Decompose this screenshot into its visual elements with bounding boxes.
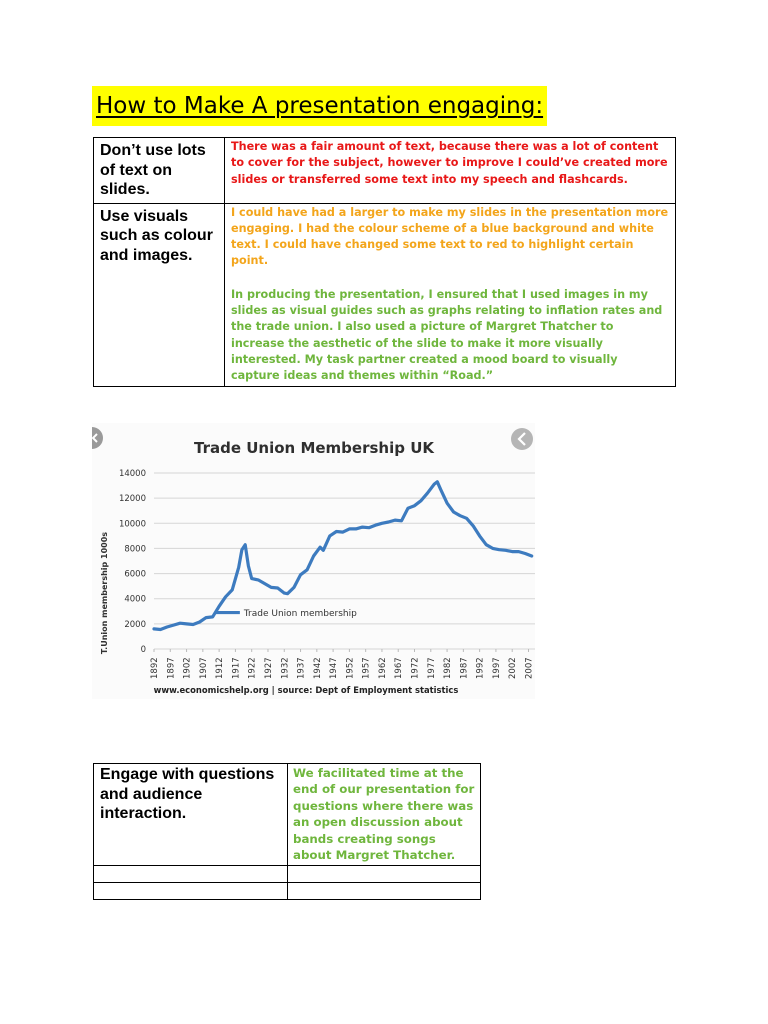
- x-tick-label: 1977: [426, 657, 437, 679]
- x-tick-label: 1967: [394, 657, 405, 679]
- tips-table: [93, 137, 676, 387]
- tip-label: Engage with questions and audience interaction.: [100, 766, 275, 822]
- x-tick-label: 2002: [508, 657, 519, 679]
- x-tick-label: 1907: [198, 657, 209, 679]
- x-tick-label: 1952: [345, 657, 356, 679]
- table-row: [94, 138, 676, 204]
- tip-label-cell: [94, 138, 225, 204]
- chart-image: [92, 423, 535, 699]
- chevron-left-icon[interactable]: [92, 427, 103, 449]
- x-tick-label: 1997: [491, 657, 502, 679]
- y-axis-label: T.Union membership 1000s: [100, 531, 109, 655]
- tip-reflection-cell: [225, 203, 676, 387]
- tip-label-cell: [94, 203, 225, 387]
- tip-reflection-text: There was a fair amount of text, because there was a lot of content to cover for the subject, however to improve I could’ve created more slides or transferred some text into my speech and flashcards.: [231, 140, 668, 186]
- x-tick-label: 1932: [280, 657, 291, 679]
- empty-cell: [94, 883, 288, 900]
- x-tick-label: 1912: [215, 657, 226, 679]
- y-tick-label: 0: [140, 645, 146, 655]
- table-row: [94, 203, 676, 387]
- engagement-table: [93, 763, 481, 900]
- y-tick-label: 14000: [118, 469, 146, 479]
- y-tick-label: 8000: [124, 544, 146, 555]
- chevron-left-circle-icon[interactable]: [511, 428, 533, 450]
- x-tick-label: 1937: [296, 657, 307, 679]
- series-line: [154, 482, 532, 630]
- tip-reflection-cell: [225, 138, 676, 204]
- tip-label-cell: [94, 764, 288, 866]
- x-tick-label: 1947: [329, 657, 340, 679]
- y-tick-label: 4000: [124, 594, 146, 605]
- legend-label: Trade Union membership: [243, 609, 357, 620]
- x-tick-label: 1927: [263, 657, 274, 679]
- tip-reflection-text: We facilitated time at the end of our presentation for questions where there was an open discussion about bands creating songs about Margret Thatcher.: [293, 766, 475, 863]
- x-tick-label: 2007: [524, 657, 535, 679]
- x-tick-label: 1982: [443, 657, 454, 679]
- x-tick-label: 1892: [150, 657, 160, 679]
- chart-title: Trade Union Membership UK: [194, 439, 434, 457]
- page-heading: [92, 86, 547, 126]
- table-row: [94, 764, 481, 866]
- y-tick-label: 2000: [124, 619, 146, 630]
- x-tick-label: 1992: [475, 657, 486, 679]
- tip-label: Don’t use lots of text on slides.: [100, 142, 206, 198]
- tip-reflection-text-green: In producing the presentation, I ensured that I used images in my slides as visual guides such as graphs relating to inflation rates and the trade union. I also used a picture of Margret Thatcher to increase the aesthetic of the slide to make it more visually interested. My task partner created a mood board to visually capture ideas and themes within “Road.”: [231, 287, 663, 383]
- x-tick-label: 1972: [410, 657, 421, 679]
- x-tick-label: 1922: [247, 657, 258, 679]
- empty-cell: [288, 866, 481, 883]
- tip-label: Use visuals such as colour and images.: [100, 207, 213, 264]
- tip-reflection-cell: [288, 764, 481, 866]
- table-row: [94, 883, 481, 900]
- plot-area: [119, 469, 535, 679]
- x-tick-label: 1917: [231, 657, 242, 679]
- y-tick-label: 12000: [118, 494, 146, 505]
- empty-cell: [288, 883, 481, 900]
- x-tick-label: 1962: [377, 657, 388, 679]
- x-tick-label: 1957: [361, 657, 372, 679]
- tip-reflection-text-amber: I could have had a larger to make my slides in the presentation more engaging. I had the colour scheme of a blue background and white text. I could have changed some text to red to highlight certain point.: [231, 205, 669, 268]
- x-tick-label: 1897: [166, 657, 177, 679]
- x-tick-label: 1942: [312, 657, 323, 679]
- page-heading-text: How to Make A presentation engaging:: [96, 93, 544, 119]
- y-tick-label: 6000: [124, 569, 146, 580]
- y-tick-label: 10000: [118, 519, 146, 530]
- table-row: [94, 866, 481, 883]
- paragraph-gap: [225, 272, 675, 286]
- x-tick-label: 1902: [182, 657, 193, 679]
- empty-cell: [94, 866, 288, 883]
- chart-source: www.economicshelp.org | source: Dept of Employment statistics: [153, 685, 459, 695]
- x-tick-label: 1987: [459, 657, 470, 679]
- line-chart: [92, 423, 535, 699]
